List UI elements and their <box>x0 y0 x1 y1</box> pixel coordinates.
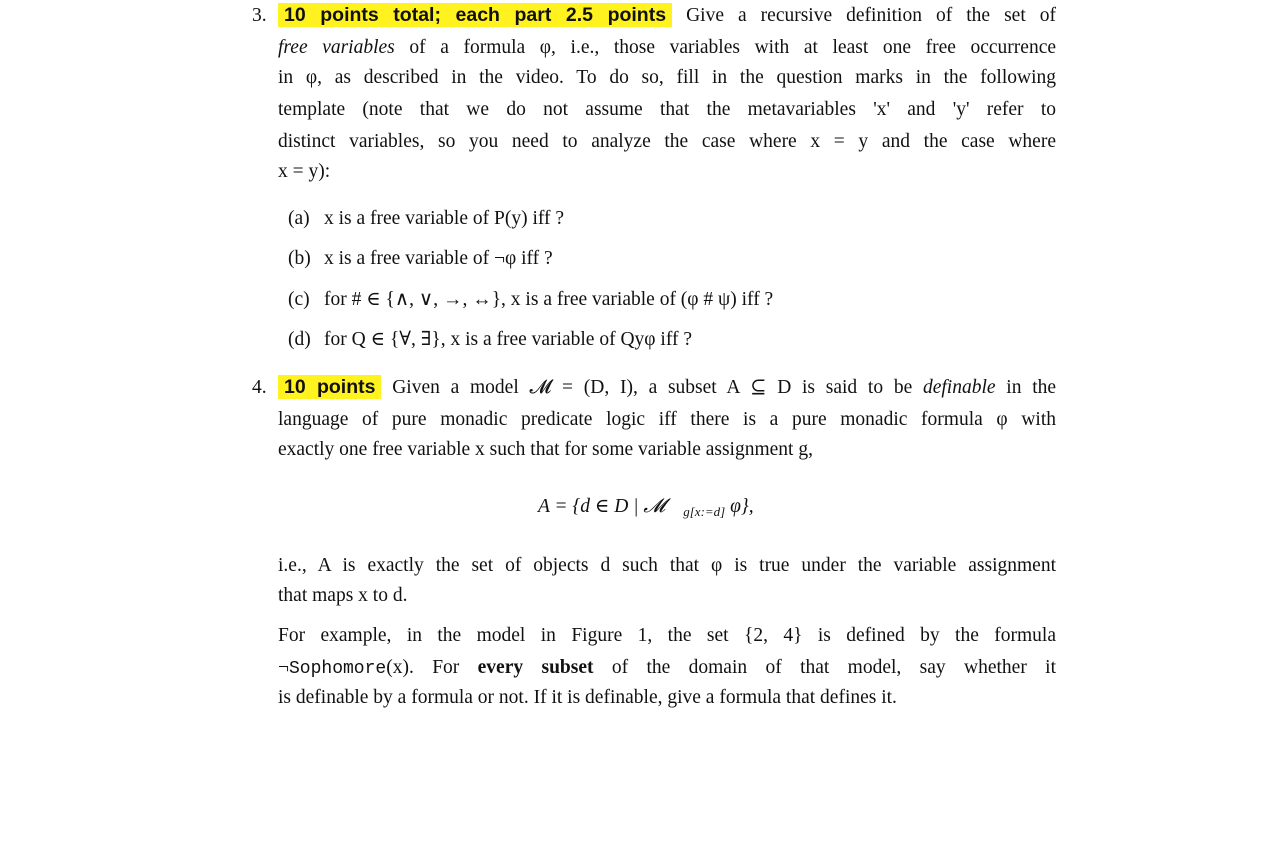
item-label: (d) <box>288 329 311 350</box>
problem-3-points-badge: 10 points total; each part 2.5 points <box>278 3 672 27</box>
negation-symbol: ¬ <box>278 657 289 678</box>
problem-4-line-1-text-b: in the <box>1006 377 1057 398</box>
definability-formula <box>538 491 754 527</box>
problem-3-line-3: in φ, as described in the video. To do so, fill in the question marks in the following <box>278 67 1056 88</box>
sophomore-predicate: Sophomore <box>289 659 387 679</box>
item-label: (a) <box>288 208 310 229</box>
definable-term: definable <box>922 377 996 398</box>
item-label: (b) <box>288 248 311 269</box>
problem-4-line-7 <box>278 652 1056 685</box>
item-text: x is a free variable of P(y) iff ? <box>324 208 565 229</box>
problem-3-number: 3. <box>252 5 267 26</box>
formula-assignment-subscript: g[x:=d] <box>683 504 726 519</box>
problem-3-line-2 <box>278 32 1056 63</box>
problem-3-item-d <box>288 324 692 355</box>
problem-4-line-5: that maps x to d. <box>278 585 408 606</box>
every-subset-emphasis: every subset <box>477 657 594 678</box>
problem-3-item-b <box>288 243 553 274</box>
problem-3-line-6: x = y): <box>278 161 331 182</box>
problem-4-line-7-text-a: For <box>432 657 460 678</box>
problem-3-line-1-text: Give a recursive definition of the set of <box>686 5 1056 26</box>
problem-4-number: 4. <box>252 377 267 398</box>
problem-3-line-1 <box>278 0 1056 31</box>
problem-4-line-6: For example, in the model in Figure 1, the set {2, 4} is defined by the formula <box>278 625 1056 646</box>
free-variables-term: free variables <box>278 37 395 58</box>
problem-3-line-5: distinct variables, so you need to analyze the case where x = y and the case where <box>278 131 1056 152</box>
formula-main: A = {d ∈ D | 𝓜 <box>538 496 666 517</box>
formula-end: φ}, <box>730 496 754 517</box>
problem-3-item-a <box>288 203 564 234</box>
item-text: for # ∈ {∧, ∨, →, ↔}, x is a free variable of (φ # ψ) iff ? <box>324 289 774 310</box>
problem-4-points-badge: 10 points <box>278 375 381 399</box>
item-label: (c) <box>288 289 310 310</box>
problem-4-line-8: is definable by a formula or not. If it is definable, give a formula that defines it. <box>278 687 897 708</box>
problem-3-line-4: template (note that we do not assume that the metavariables 'x' and 'y' refer to <box>278 99 1056 120</box>
problem-3-item-c <box>288 284 773 315</box>
problem-4-line-7-text-b: of the domain of that model, say whether it <box>611 657 1057 678</box>
problem-4-line-4: i.e., A is exactly the set of objects d such that φ is true under the variable assignment <box>278 555 1056 576</box>
item-text: for Q ∈ {∀, ∃}, x is a free variable of Qyφ iff ? <box>324 329 692 350</box>
problem-4-line-1-text-a: Given a model 𝓜 = (D, I), a subset A ⊆ D is said to be <box>392 377 913 398</box>
predicate-argument: (x). <box>386 657 414 678</box>
problem-4-line-3: exactly one free variable x such that for some variable assignment g, <box>278 439 813 460</box>
problem-3-line-2-text: of a formula φ, i.e., those variables with at least one free occurrence <box>409 37 1057 58</box>
problem-4-line-1 <box>278 372 1056 403</box>
problem-4-line-2: language of pure monadic predicate logic iff there is a pure monadic formula φ with <box>278 409 1056 430</box>
item-text: x is a free variable of ¬φ iff ? <box>324 248 553 269</box>
